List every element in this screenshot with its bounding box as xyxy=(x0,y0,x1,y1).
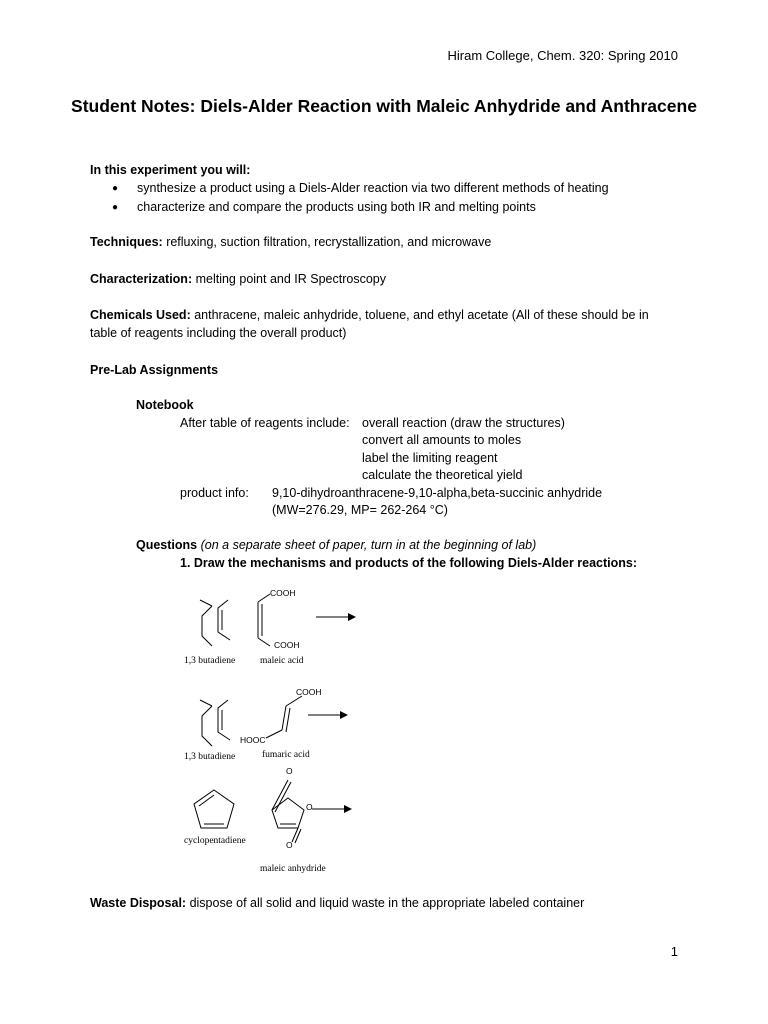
intro-heading: In this experiment you will: xyxy=(90,163,251,177)
chemicals-text-cont: table of reagents including the overall product) xyxy=(90,326,347,340)
fumaric-cooh: COOH xyxy=(296,687,322,697)
techniques-label: Techniques: xyxy=(90,235,163,249)
waste-text: dispose of all solid and liquid waste in the appropriate labeled container xyxy=(189,896,585,910)
chemicals-line xyxy=(90,308,649,322)
characterization-line xyxy=(90,272,386,286)
techniques-text: refluxing, suction filtration, recrystallization, and microwave xyxy=(166,235,492,249)
characterization-label: Characterization: xyxy=(90,272,193,286)
butadiene-structure xyxy=(198,596,238,656)
after-table-label: After table of reagents include: xyxy=(180,416,350,430)
reaction-arrow-icon xyxy=(308,710,348,720)
intro-bullet: synthesize a product using a Diels-Alder reaction via two different methods of heating xyxy=(137,181,609,195)
after-item: calculate the theoretical yield xyxy=(362,468,523,482)
notebook-heading: Notebook xyxy=(136,398,194,412)
reaction-arrow-icon xyxy=(312,804,352,814)
product-info-props: (MW=276.29, MP= 262-264 °C) xyxy=(272,503,448,517)
page-header: Hiram College, Chem. 320: Spring 2010 xyxy=(447,48,678,63)
diene-label: 1,3 butadiene xyxy=(184,752,236,762)
after-item: overall reaction (draw the structures) xyxy=(362,416,565,430)
butadiene-structure xyxy=(198,696,238,756)
intro-bullet: characterize and compare the products using both IR and melting points xyxy=(137,200,536,214)
cyclopentadiene-structure xyxy=(190,786,240,836)
chemicals-text: anthracene, maleic anhydride, toluene, and ethyl acetate (All of these should be in xyxy=(194,308,649,322)
product-info-label: product info: xyxy=(180,486,249,500)
questions-note: (on a separate sheet of paper, turn in at the beginning of lab) xyxy=(200,538,537,552)
dienophile-label: maleic acid xyxy=(260,656,304,666)
after-item: label the limiting reagent xyxy=(362,451,498,465)
diene-label: cyclopentadiene xyxy=(184,836,246,846)
prelab-heading: Pre-Lab Assignments xyxy=(90,363,219,377)
dienophile-label: maleic anhydride xyxy=(260,864,326,874)
maleic-cooh-top: COOH xyxy=(270,588,296,598)
dienophile-label: fumaric acid xyxy=(262,750,310,760)
bullet-dot: ● xyxy=(112,202,119,213)
anhydride-o-bottom: O xyxy=(286,840,293,850)
chemicals-label: Chemicals Used: xyxy=(90,308,191,322)
maleic-cooh-bottom: COOH xyxy=(274,640,300,650)
waste-line xyxy=(90,896,584,910)
characterization-text: melting point and IR Spectroscopy xyxy=(195,272,386,286)
anhydride-o-top: O xyxy=(286,766,293,776)
after-item: convert all amounts to moles xyxy=(362,433,522,447)
fumaric-hooc: HOOC xyxy=(240,735,266,745)
product-info-name: 9,10-dihydroanthracene-9,10-alpha,beta-succinic anhydride xyxy=(272,486,603,500)
fumaric-acid-structure xyxy=(262,690,322,750)
reaction-arrow-icon xyxy=(316,612,356,622)
page-number: 1 xyxy=(670,944,678,959)
questions-label: Questions xyxy=(136,538,198,552)
document-title: Student Notes: Diels-Alder Reaction with Maleic Anhydride and Anthracene xyxy=(71,96,697,116)
questions-line xyxy=(136,538,536,552)
waste-label: Waste Disposal: xyxy=(90,896,187,910)
diene-label: 1,3 butadiene xyxy=(184,656,236,666)
techniques-line xyxy=(90,235,491,249)
anhydride-o-ring: O xyxy=(306,802,313,812)
question-1: 1. Draw the mechanisms and products of the following Diels-Alder reactions: xyxy=(180,556,638,570)
bullet-dot: ● xyxy=(112,183,119,194)
